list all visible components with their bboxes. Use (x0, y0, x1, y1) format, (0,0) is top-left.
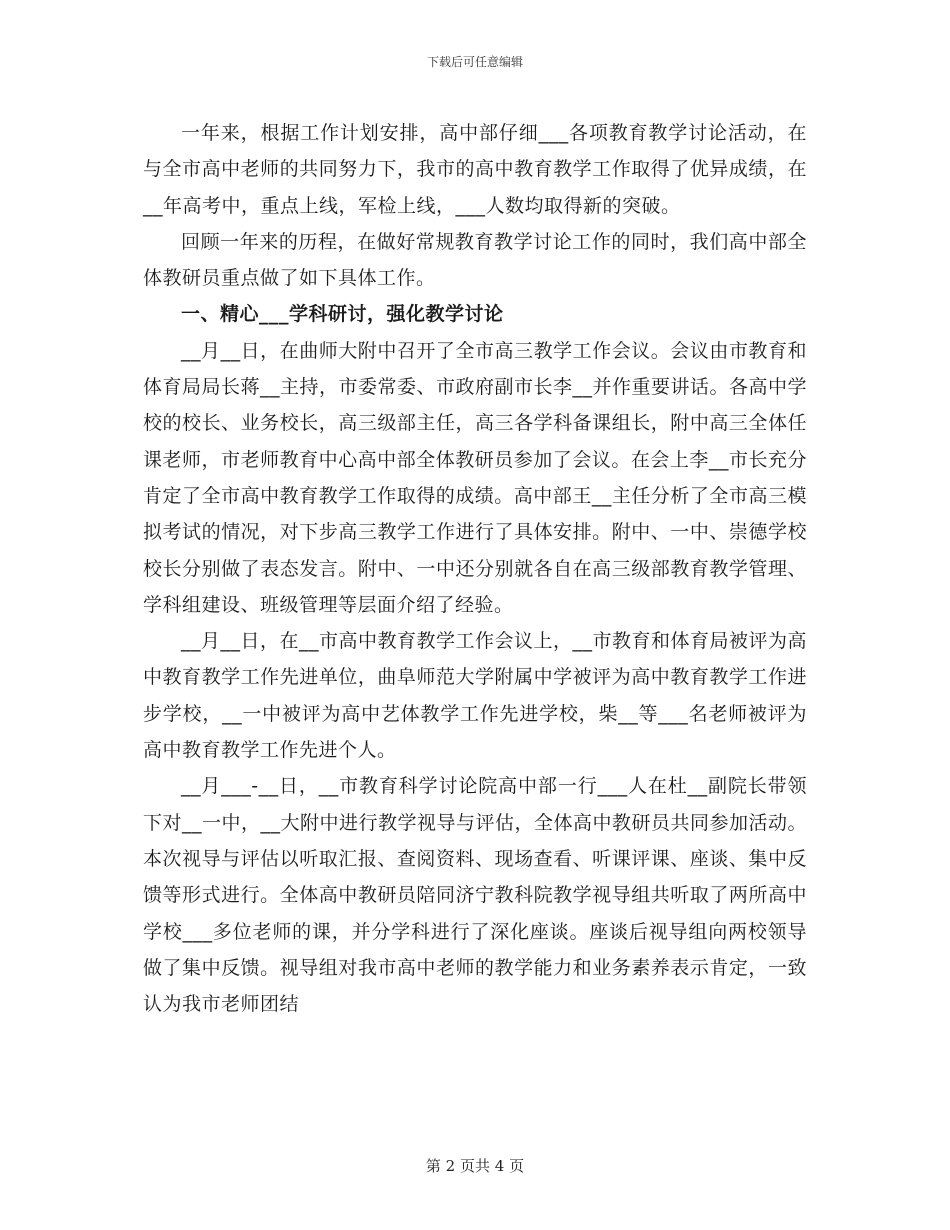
page-header: 下载后可任意编辑 (426, 55, 523, 69)
paragraph-awards: __月__日，在__市高中教育教学工作会议上，__市教育和体育局被评为高中教育教学工作先进单位，曲阜师范大学附属中学被评为高中教育教学工作进步学校，__一中被评为高中艺体教学工作先进学校，柴__等___名老师被评为高中教育教学工作先进个人。 (143, 630, 808, 762)
paragraph-review: 回顾一年来的历程，在做好常规教育教学讨论工作的同时，我们高中部全体教研员重点做了如下具体工作。 (143, 230, 807, 290)
section-heading-1: 一、精心___学科研讨，强化教学讨论 (181, 303, 504, 326)
paragraph-inspection: __月___-__日，__市教育科学讨论院高中部一行___人在杜__副院长带领下对__一中，__大附中进行教学视导与评估，全体高中教研员共同参加活动。本次视导与评估以听取汇报、查阅资料、现场查看、听课评课、座谈、集中反馈等形式进行。全体高中教研员陪同济宁教科院教学视导组共听取了两所高中学校___多位老师的课，并分学科进行了深化座谈。座谈后视导组向两校领导做了集中反馈。视导组对我市高中老师的教学能力和业务素养表示肯定，一致认为我市老师团结 (143, 775, 808, 1016)
document-body (143, 115, 807, 1022)
paragraph-intro: 一年来，根据工作计划安排，高中部仔细___各项教育教学讨论活动，在与全市高中老师的共同努力下，我市的高中教育教学工作取得了优异成绩，在__年高考中，重点上线，军检上线，___人数均取得新的突破。 (143, 122, 807, 217)
page-footer: 第 2 页共 4 页 (425, 1157, 525, 1175)
paragraph-meeting: __月__日，在曲师大附中召开了全市高三教学工作会议。会议由市教育和体育局局长蒋__主持，市委常委、市政府副市长李__并作重要讲话。各高中学校的校长、业务校长，高三级部主任，高三各学科备课组长，附中高三全体任课老师，市老师教育中心高中部全体教研员参加了会议。在会上李__市长充分肯定了全市高中教育教学工作取得的成绩。高中部王__主任分析了全市高三模拟考试的情况，对下步高三教学工作进行了具体安排。附中、一中、崇德学校校长分别做了表态发言。附中、一中还分别就各自在高三级部教育教学管理、学科组建设、班级管理等层面介绍了经验。 (143, 339, 808, 616)
